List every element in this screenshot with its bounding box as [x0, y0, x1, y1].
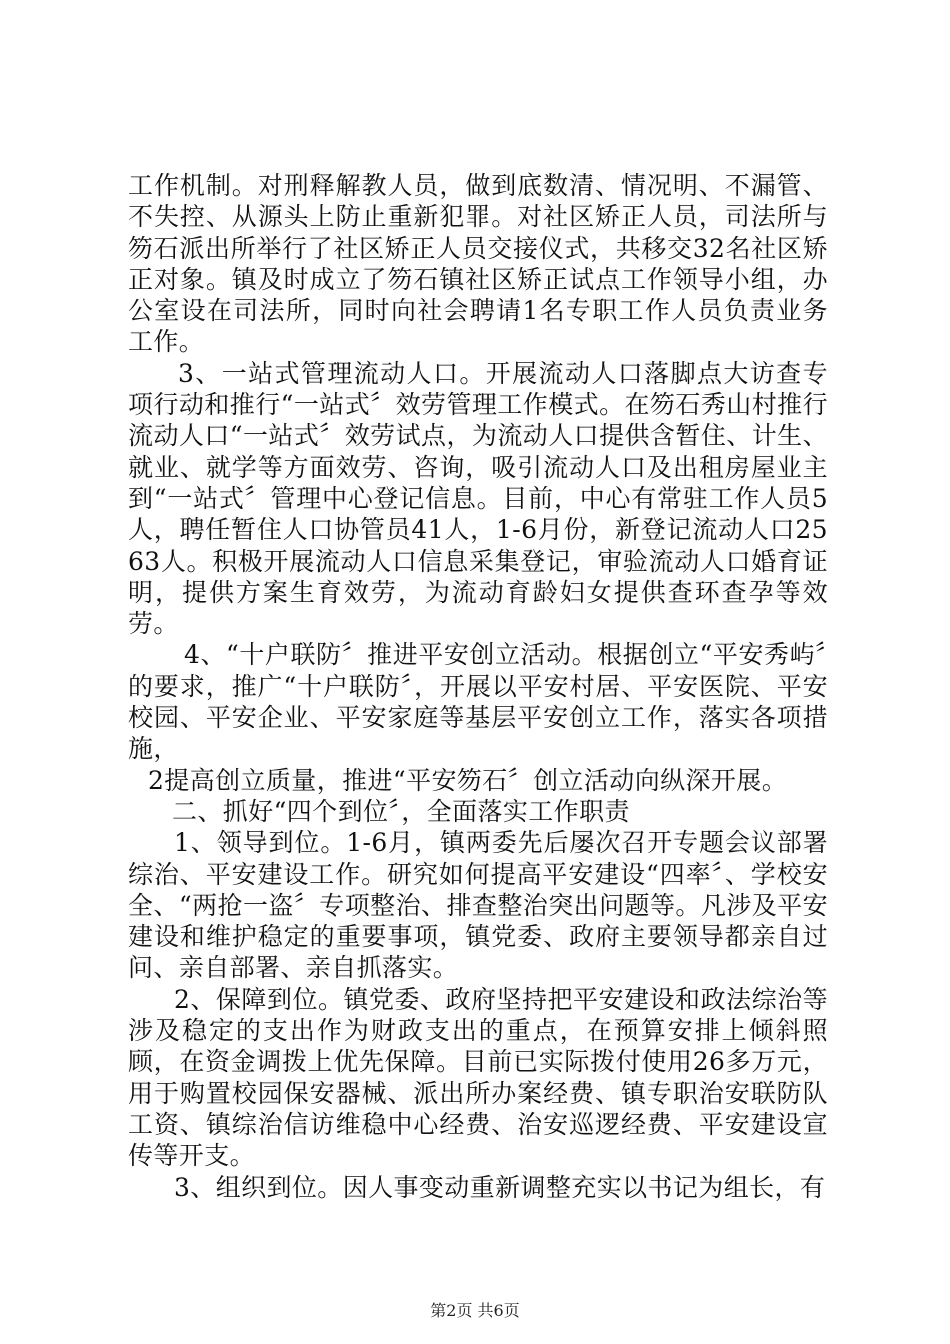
paragraph-funding: 2、保障到位。镇党委、政府坚持把平安建设和政法综治等涉及稳定的支出作为财政支出的重点，在预算安排上倾斜照顾，在资金调拨上优先保障。目前已实际拨付使用26多万元，用于购置校园保安器械、派出所办案经费、镇专职治安联防队工资、镇综治信访维稳中心经费、治安巡逻经费、平安建设宣传等开支。	[128, 984, 828, 1171]
paragraph-floating-population: 3、一站式管理流动人口。开展流动人口落脚点大访查专项行动和推行“一站式〞效劳管理工作模式。在笏石秀山村推行流动人口“一站式〞效劳试点，为流动人口提供含暂住、计生、就业、就学等方面效劳、咨询，吸引流动人口及出租房屋业主到“一站式〞管理中心登记信息。目前，中心有常驻工作人员5人，聘任暂住人口协管员41人，1-6月份，新登记流动人口2563人。积极开展流动人口信息采集登记，审验流动人口婚育证明，提供方案生育效劳，为流动育龄妇女提供查环查孕等效劳。	[128, 358, 828, 639]
paragraph-organization: 3、组织到位。因人事变动重新调整充实以书记为组长，有	[174, 1172, 826, 1202]
paragraph-work-mechanism: 工作机制。对刑释解教人员，做到底数清、情况明、不漏管、不失控、从源头上防止重新犯罪。对社区矫正人员，司法所与笏石派出所举行了社区矫正人员交接仪式，共移交32名社区矫正对象。镇及时成立了笏石镇社区矫正试点工作领导小组，办公室设在司法所，同时向社会聘请1名专职工作人员负责业务工作。	[128, 171, 828, 357]
page-footer	[0, 1298, 950, 1321]
paragraph-leadership: 1、领导到位。1-6月，镇两委先后屡次召开专题会议部署综治、平安建设工作。研究如何提高平安建设“四率〞、学校安全、“两抢一盗〞专项整治、排查整治突出问题等。凡涉及平安建设和维护稳定的重要事项，镇党委、政府主要领导都亲自过问、亲自部署、亲自抓落实。	[128, 828, 828, 983]
paragraph-quality-improvement: 2提高创立质量，推进“平安笏石〞创立活动向纵深开展。	[148, 765, 788, 795]
document-body	[128, 170, 828, 1203]
paragraph-ten-household-defense: 4、“十户联防〞推进平安创立活动。根据创立“平安秀屿〞的要求，推广“十户联防〞，开展以平安村居、平安医院、平安校园、平安企业、平安家庭等基层平安创立工作，落实各项措施，	[128, 640, 828, 764]
section-heading-four-in-place: 二、抓好“四个到位〞，全面落实工作职责	[172, 796, 630, 826]
page-number: 第2页 共6页	[430, 1301, 520, 1320]
